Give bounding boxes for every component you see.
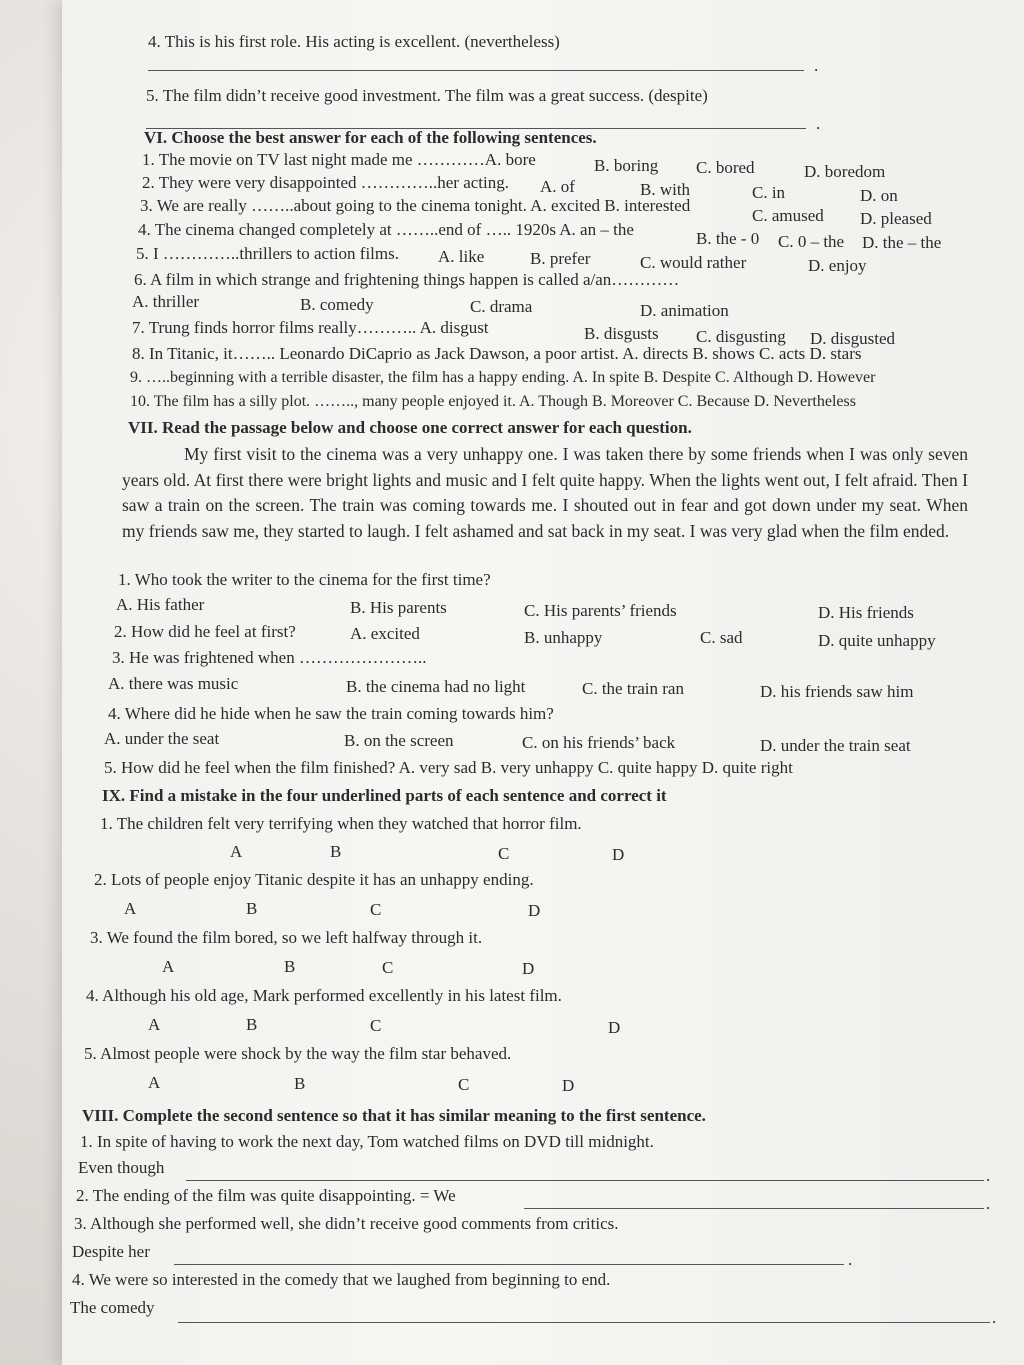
viii-q3-prompt: Despite her bbox=[72, 1242, 150, 1261]
section-ix-heading: IX. Find a mistake in the four underlined parts of each sentence and correct it bbox=[102, 786, 667, 805]
vi-q5-a[interactable]: A. like bbox=[438, 247, 485, 266]
ix-item-4-a[interactable]: A bbox=[148, 1015, 161, 1034]
answer-line-q4[interactable] bbox=[148, 70, 804, 71]
ix-item-1-b[interactable]: B bbox=[330, 842, 342, 861]
vi-q7-c[interactable]: C. disgusting bbox=[696, 327, 786, 346]
section-vii-heading: VII. Read the passage below and choose one correct answer for each question. bbox=[128, 418, 692, 437]
vii-q3-stem: 3. He was frightened when ………………….. bbox=[112, 648, 427, 667]
ix-item-3-a[interactable]: A bbox=[162, 957, 175, 976]
ix-item-5: 5. Almost people were shock by the way the film star behaved. bbox=[84, 1044, 512, 1063]
vi-q2-stem: 2. They were very disappointed …………..her acting. bbox=[142, 173, 509, 192]
vi-q5-d[interactable]: D. enjoy bbox=[808, 256, 867, 275]
worksheet-page bbox=[62, 0, 1024, 1365]
vii-q1-d[interactable]: D. His friends bbox=[818, 603, 914, 622]
viii-q4: 4. We were so interested in the comedy that we laughed from beginning to end. bbox=[72, 1270, 611, 1289]
vii-q2-b[interactable]: B. unhappy bbox=[524, 628, 603, 647]
vii-q3-c[interactable]: C. the train ran bbox=[582, 679, 684, 698]
ix-item-1-d[interactable]: D bbox=[612, 845, 625, 864]
vii-q2-stem: 2. How did he feel at first? bbox=[114, 622, 296, 641]
vii-q3-d[interactable]: D. his friends saw him bbox=[760, 682, 914, 701]
vi-q1-c[interactable]: C. bored bbox=[696, 158, 755, 177]
vi-q8: 8. In Titanic, it…….. Leonardo DiCaprio as Jack Dawson, a poor artist. A. directs B. shows C. acts D. stars bbox=[132, 344, 862, 363]
vii-q4-stem: 4. Where did he hide when he saw the train coming towards him? bbox=[108, 704, 554, 723]
vi-q6-b[interactable]: B. comedy bbox=[300, 295, 374, 314]
answer-dot-viii-q2: . bbox=[986, 1194, 991, 1213]
vi-q2-b[interactable]: B. with bbox=[640, 180, 691, 199]
ix-item-4-b[interactable]: B bbox=[246, 1015, 258, 1034]
vii-q2-c[interactable]: C. sad bbox=[700, 628, 743, 647]
vi-q4-stem: 4. The cinema changed completely at ……..end of ….. 1920s A. an – the bbox=[138, 220, 634, 239]
vi-q7-b[interactable]: B. disgusts bbox=[584, 324, 659, 343]
vii-q1-a[interactable]: A. His father bbox=[116, 595, 205, 614]
viii-q3: 3. Although she performed well, she didn’t receive good comments from critics. bbox=[74, 1214, 619, 1233]
ix-item-2-a[interactable]: A bbox=[124, 899, 137, 918]
rewrite-q4: 4. This is his first role. His acting is excellent. (nevertheless) bbox=[148, 32, 560, 51]
vi-q4-d[interactable]: D. the – the bbox=[862, 233, 942, 252]
ix-item-2-c[interactable]: C bbox=[370, 900, 382, 919]
ix-item-2-d[interactable]: D bbox=[528, 901, 541, 920]
ix-item-4: 4. Although his old age, Mark performed excellently in his latest film. bbox=[86, 986, 562, 1005]
vii-q2-d[interactable]: D. quite unhappy bbox=[818, 631, 936, 650]
vi-q5-c[interactable]: C. would rather bbox=[640, 253, 747, 272]
vii-q1-stem: 1. Who took the writer to the cinema for the first time? bbox=[118, 570, 491, 589]
ix-item-5-a[interactable]: A bbox=[148, 1073, 161, 1092]
ix-item-5-d[interactable]: D bbox=[562, 1076, 575, 1095]
vi-q5-b[interactable]: B. prefer bbox=[530, 249, 591, 268]
vi-q3-d[interactable]: D. pleased bbox=[860, 209, 932, 228]
vii-q4-b[interactable]: B. on the screen bbox=[344, 731, 454, 750]
ix-item-3-c[interactable]: C bbox=[382, 958, 394, 977]
vii-q2-a[interactable]: A. excited bbox=[350, 624, 420, 643]
vi-q9: 9. …..beginning with a terrible disaster, the film has a happy ending. A. In spite B. Despite C. Although D. However bbox=[130, 369, 876, 386]
viii-q2: 2. The ending of the film was quite disappointing. = We bbox=[76, 1186, 456, 1205]
vi-q1-stem: 1. The movie on TV last night made me …………A. bore bbox=[142, 150, 536, 169]
vi-q3-stem: 3. We are really ……..about going to the cinema tonight. A. excited B. interested bbox=[140, 196, 691, 215]
ix-item-1-c[interactable]: C bbox=[498, 844, 510, 863]
passage-text: My first visit to the cinema was a very unhappy one. I was taken there by some friends when I was only seven years old. At first there were bright lights and music and I felt quite happy. When the lights went out, I felt afraid. Then I saw a train on the screen. The train was coming towards me. I shouted out in fear and got down under my seat. When my friends saw me, they started to laugh. I felt ashamed and sat back in my seat. I was very glad when the film ended. bbox=[122, 444, 968, 541]
vi-q1-b[interactable]: B. boring bbox=[594, 156, 659, 175]
ix-item-5-b[interactable]: B bbox=[294, 1074, 306, 1093]
vii-q3-b[interactable]: B. the cinema had no light bbox=[346, 677, 526, 696]
ix-item-2-b[interactable]: B bbox=[246, 899, 258, 918]
vi-q1-d[interactable]: D. boredom bbox=[804, 162, 886, 181]
vii-q4-c[interactable]: C. on his friends’ back bbox=[522, 733, 676, 752]
ix-item-4-d[interactable]: D bbox=[608, 1018, 621, 1037]
viii-q1: 1. In spite of having to work the next day, Tom watched films on DVD till midnight. bbox=[80, 1132, 654, 1151]
vii-q3-a[interactable]: A. there was music bbox=[108, 674, 239, 693]
vi-q6-stem: 6. A film in which strange and frightening things happen is called a/an………… bbox=[134, 270, 680, 289]
vi-q10: 10. The film has a silly plot. …….., many people enjoyed it. A. Though B. Moreover C. Because D. Nevertheless bbox=[130, 393, 856, 410]
vii-q1-c[interactable]: C. His parents’ friends bbox=[524, 601, 677, 620]
vi-q4-c[interactable]: C. 0 – the bbox=[778, 232, 845, 251]
ix-item-2: 2. Lots of people enjoy Titanic despite it has an unhappy ending. bbox=[94, 870, 534, 889]
vii-q1-b[interactable]: B. His parents bbox=[350, 598, 447, 617]
viii-q1-prompt: Even though bbox=[78, 1158, 165, 1177]
vii-q4-d[interactable]: D. under the train seat bbox=[760, 736, 911, 755]
section-vi-heading: VI. Choose the best answer for each of the following sentences. bbox=[144, 128, 597, 147]
vi-q2-a[interactable]: A. of bbox=[540, 177, 575, 196]
answer-line-viii-q4[interactable] bbox=[178, 1322, 990, 1323]
vii-q5: 5. How did he feel when the film finished? A. very sad B. very unhappy C. quite happy D. quite right bbox=[104, 758, 793, 777]
ix-item-3: 3. We found the film bored, so we left halfway through it. bbox=[90, 928, 483, 947]
vi-q2-c[interactable]: C. in bbox=[752, 183, 786, 202]
vi-q2-d[interactable]: D. on bbox=[860, 186, 898, 205]
answer-line-viii-q2[interactable] bbox=[524, 1208, 984, 1209]
ix-item-1-a[interactable]: A bbox=[230, 842, 243, 861]
ix-item-3-d[interactable]: D bbox=[522, 959, 535, 978]
answer-dot-viii-q1: . bbox=[986, 1166, 991, 1185]
vi-q6-d[interactable]: D. animation bbox=[640, 301, 729, 320]
answer-dot-q4: . bbox=[814, 56, 819, 75]
vi-q7-stem: 7. Trung finds horror films really……….. A. disgust bbox=[132, 318, 489, 337]
answer-dot-q5: . bbox=[816, 114, 821, 133]
vi-q6-a[interactable]: A. thriller bbox=[132, 292, 200, 311]
ix-item-5-c[interactable]: C bbox=[458, 1075, 470, 1094]
vi-q5-stem: 5. I …………..thrillers to action films. bbox=[136, 244, 399, 263]
ix-item-4-c[interactable]: C bbox=[370, 1016, 382, 1035]
viii-q4-prompt: The comedy bbox=[70, 1298, 155, 1317]
ix-item-3-b[interactable]: B bbox=[284, 957, 296, 976]
answer-line-viii-q1[interactable] bbox=[186, 1180, 984, 1181]
answer-dot-viii-q3: . bbox=[848, 1250, 853, 1269]
answer-dot-viii-q4: . bbox=[992, 1308, 997, 1327]
rewrite-q5: 5. The film didn’t receive good investment. The film was a great success. (despite) bbox=[146, 86, 708, 105]
vi-q7-d[interactable]: D. disgusted bbox=[810, 329, 895, 348]
reading-passage bbox=[122, 442, 968, 544]
answer-line-viii-q3[interactable] bbox=[174, 1264, 844, 1265]
vi-q4-b[interactable]: B. the - 0 bbox=[696, 229, 760, 248]
vi-q3-c[interactable]: C. amused bbox=[752, 206, 824, 225]
section-viii-heading: VIII. Complete the second sentence so that it has similar meaning to the first sentence. bbox=[82, 1106, 706, 1125]
vii-q4-a[interactable]: A. under the seat bbox=[104, 729, 220, 748]
ix-item-1: 1. The children felt very terrifying when they watched that horror film. bbox=[100, 814, 582, 833]
vi-q6-c[interactable]: C. drama bbox=[470, 297, 533, 316]
